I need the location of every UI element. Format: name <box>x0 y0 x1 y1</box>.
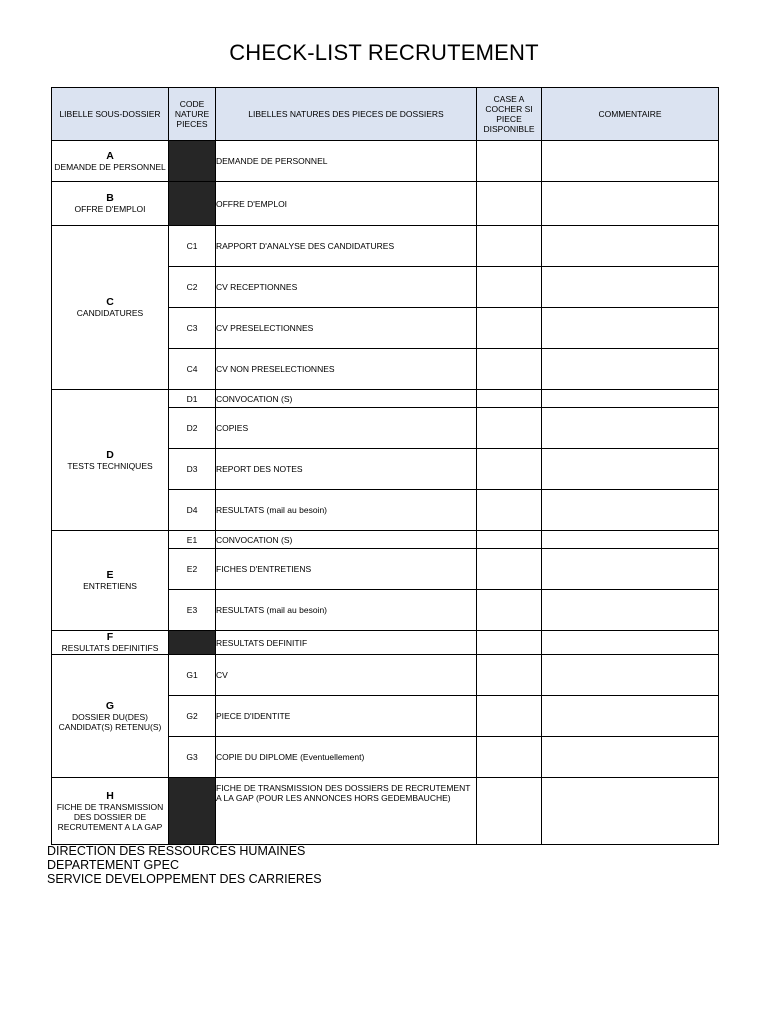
checkbox-cell[interactable] <box>477 349 542 390</box>
footer <box>47 844 322 886</box>
checkbox-cell[interactable] <box>477 737 542 778</box>
dossier-name: OFFRE D'EMPLOI <box>74 204 146 214</box>
dossier-cell-g <box>52 655 169 778</box>
checkbox-cell[interactable] <box>477 308 542 349</box>
dossier-letter: G <box>105 699 115 712</box>
comment-cell[interactable] <box>542 408 719 449</box>
comment-cell[interactable] <box>542 531 719 549</box>
comment-cell[interactable] <box>542 182 719 226</box>
dossier-cell-e <box>52 531 169 631</box>
comment-cell[interactable] <box>542 226 719 267</box>
code-cell <box>169 778 216 845</box>
comment-cell[interactable] <box>542 737 719 778</box>
code-cell <box>169 141 216 182</box>
comment-cell[interactable] <box>542 590 719 631</box>
code-cell: E1 <box>169 531 216 549</box>
code-cell: C2 <box>169 267 216 308</box>
dossier-cell-c <box>52 226 169 390</box>
dossier-cell-f <box>52 631 169 655</box>
code-cell: G1 <box>169 655 216 696</box>
comment-cell[interactable] <box>542 449 719 490</box>
code-cell: D1 <box>169 390 216 408</box>
table-row <box>52 655 719 696</box>
nature-label: COPIE DU DIPLOME (Eventuellement) <box>216 737 477 778</box>
checkbox-cell[interactable] <box>477 267 542 308</box>
dossier-cell-d <box>52 390 169 531</box>
dossier-letter: A <box>106 149 114 162</box>
header-case: CASE A COCHER SI PIECE DISPONIBLE <box>477 88 542 141</box>
checkbox-cell[interactable] <box>477 778 542 845</box>
table-row <box>52 226 719 267</box>
dossier-cell-a <box>52 141 169 182</box>
comment-cell[interactable] <box>542 655 719 696</box>
dossier-letter: E <box>106 569 114 581</box>
dossier-name: DOSSIER DU(DES) CANDIDAT(S) RETENU(S) <box>58 711 162 732</box>
checkbox-cell[interactable] <box>477 549 542 590</box>
dossier-name: FICHE DE TRANSMISSION DES DOSSIER DE RECRUTEMENT A LA GAP <box>56 801 164 832</box>
table-row <box>52 390 719 408</box>
dossier-letter: C <box>106 296 114 308</box>
code-cell: E2 <box>169 549 216 590</box>
comment-cell[interactable] <box>542 308 719 349</box>
comment-cell[interactable] <box>542 778 719 845</box>
checkbox-cell[interactable] <box>477 182 542 226</box>
table-row <box>52 531 719 549</box>
table-row <box>52 141 719 182</box>
code-cell: E3 <box>169 590 216 631</box>
nature-label: RESULTATS DEFINITIF <box>216 631 477 655</box>
nature-label: RAPPORT D'ANALYSE DES CANDIDATURES <box>216 226 477 267</box>
dossier-name: RESULTATS DEFINITIFS <box>61 643 159 653</box>
comment-cell[interactable] <box>542 141 719 182</box>
dossier-name: DEMANDE DE PERSONNEL <box>54 161 166 172</box>
comment-cell[interactable] <box>542 490 719 531</box>
checklist-table <box>51 87 719 845</box>
checkbox-cell[interactable] <box>477 531 542 549</box>
dossier-cell-h <box>52 778 169 845</box>
dossier-letter: D <box>106 448 114 461</box>
table-row <box>52 631 719 655</box>
page-title: CHECK-LIST RECRUTEMENT <box>229 40 539 65</box>
header-code: CODE NATURE PIECES <box>169 88 216 141</box>
dossier-cell-b <box>52 182 169 226</box>
footer-line-service: SERVICE DEVELOPPEMENT DES CARRIERES <box>47 872 322 886</box>
table-row <box>52 778 719 845</box>
nature-label: CONVOCATION (S) <box>216 390 477 408</box>
code-cell: G2 <box>169 696 216 737</box>
checkbox-cell[interactable] <box>477 390 542 408</box>
nature-label: RESULTATS (mail au besoin) <box>216 590 477 631</box>
dossier-letter: H <box>106 789 114 802</box>
dossier-letter: F <box>106 631 114 643</box>
code-cell: D4 <box>169 490 216 531</box>
checkbox-cell[interactable] <box>477 696 542 737</box>
table-row <box>52 182 719 226</box>
nature-label: CV RECEPTIONNES <box>216 267 477 308</box>
code-cell: C3 <box>169 308 216 349</box>
code-cell: C4 <box>169 349 216 390</box>
checkbox-cell[interactable] <box>477 449 542 490</box>
nature-label: REPORT DES NOTES <box>216 449 477 490</box>
nature-label: FICHES D'ENTRETIENS <box>216 549 477 590</box>
checkbox-cell[interactable] <box>477 408 542 449</box>
footer-line-direction: DIRECTION DES RESSOURCES HUMAINES <box>47 844 306 858</box>
nature-label: DEMANDE DE PERSONNEL <box>216 141 477 182</box>
nature-label: COPIES <box>216 408 477 449</box>
checkbox-cell[interactable] <box>477 226 542 267</box>
nature-label: CV NON PRESELECTIONNES <box>216 349 477 390</box>
header-commentaire: COMMENTAIRE <box>542 88 719 141</box>
checkbox-cell[interactable] <box>477 590 542 631</box>
code-cell: D2 <box>169 408 216 449</box>
header-row <box>52 88 719 141</box>
dossier-name: CANDIDATURES <box>76 308 144 318</box>
nature-label: CV PRESELECTIONNES <box>216 308 477 349</box>
comment-cell[interactable] <box>542 696 719 737</box>
code-cell: C1 <box>169 226 216 267</box>
checkbox-cell[interactable] <box>477 655 542 696</box>
nature-label: CONVOCATION (S) <box>216 531 477 549</box>
dossier-name: TESTS TECHNIQUES <box>67 460 153 471</box>
header-natures: LIBELLES NATURES DES PIECES DE DOSSIERS <box>216 88 477 141</box>
nature-label: PIECE D'IDENTITE <box>216 696 477 737</box>
checkbox-cell[interactable] <box>477 141 542 182</box>
code-cell: G3 <box>169 737 216 778</box>
nature-label: FICHE DE TRANSMISSION DES DOSSIERS DE RECRUTEMENT A LA GAP (POUR LES ANNONCES HORS GEDEMBAUCHE) <box>216 778 477 845</box>
comment-cell[interactable] <box>542 390 719 408</box>
code-cell: D3 <box>169 449 216 490</box>
checkbox-cell[interactable] <box>477 631 542 655</box>
nature-label: RESULTATS (mail au besoin) <box>216 490 477 531</box>
nature-label: OFFRE D'EMPLOI <box>216 182 477 226</box>
checkbox-cell[interactable] <box>477 490 542 531</box>
code-cell <box>169 182 216 226</box>
comment-cell[interactable] <box>542 549 719 590</box>
comment-cell[interactable] <box>542 349 719 390</box>
comment-cell[interactable] <box>542 267 719 308</box>
dossier-name: ENTRETIENS <box>83 581 137 591</box>
code-cell <box>169 631 216 655</box>
footer-line-departement: DEPARTEMENT GPEC <box>47 858 179 872</box>
nature-label: CV <box>216 655 477 696</box>
dossier-letter: B <box>106 192 114 204</box>
comment-cell[interactable] <box>542 631 719 655</box>
header-libelle: LIBELLE SOUS-DOSSIER <box>52 88 169 141</box>
